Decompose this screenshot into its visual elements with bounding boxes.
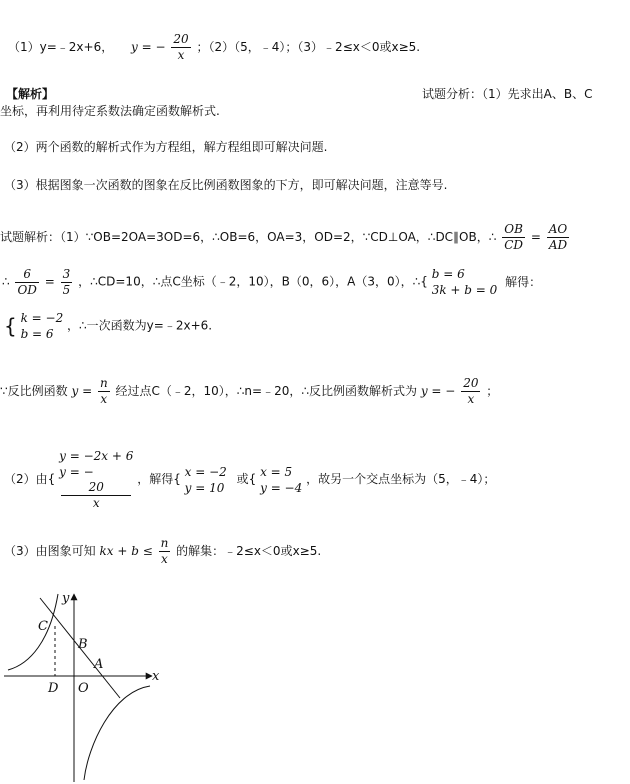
hyperbola-branch-right (84, 686, 150, 780)
frac-ad: AD (548, 238, 568, 252)
inverse-end: ； (486, 384, 499, 398)
fraction-3-5 (61, 267, 73, 298)
frac-6: 6 (15, 267, 38, 283)
inverse-text-b: 经过点C（﹣2，10），∴n=﹣20，∴反比例函数解析式为 (115, 384, 417, 398)
fraction-n-x (98, 376, 110, 407)
solution-line-1 (0, 222, 571, 253)
part2-sys-row1: y = −2x + 6 (59, 449, 134, 463)
analysis-step3: （3）根据图象一次函数的图象在反比例函数图象的下方，即可解决问题，注意等号. (4, 178, 448, 192)
brace-1: { (4, 314, 17, 338)
label-a: A (94, 657, 104, 672)
part2-sys-row2-lhs: y = − (59, 465, 94, 479)
equation-system-1 (432, 266, 498, 298)
therefore-1: ∴ (2, 274, 10, 289)
result2-row2: y = −4 (260, 480, 303, 495)
part2-line (4, 448, 495, 511)
part3-line (4, 536, 321, 567)
inverse-line (0, 376, 498, 407)
answer-line (8, 32, 420, 63)
frac-n: n (99, 376, 108, 390)
analysis-intro: 试题分析：（1）先求出A、B、C (422, 87, 593, 101)
solution-line-2 (2, 266, 541, 298)
inverse-y: y = (71, 384, 93, 398)
frac-5: 5 (62, 282, 71, 297)
hyperbola-branch-left (8, 594, 58, 670)
equation-system-2 (21, 310, 64, 342)
frac-x-b: x (92, 496, 100, 510)
inverse-y2: y = − (420, 384, 456, 398)
solution-text-2: ，∴CD=10，∴点C坐标（﹣2，10），B（0，6），A（3，0），∴{ (78, 274, 428, 289)
sys1-row1: b = 6 (431, 267, 465, 281)
label-b: B (78, 637, 88, 652)
part2-system (59, 448, 133, 511)
result-system-2 (260, 464, 302, 496)
analysis-title: 【解析】 (6, 87, 55, 101)
frac-od: OD (17, 282, 37, 297)
frac-cd: CD (504, 238, 524, 252)
answer-rest: ；（2）（5，﹣4）；（3）﹣2≤x＜0或x≥5. (196, 40, 421, 54)
fraction-n-x-2 (159, 536, 171, 567)
part2-sys-row2 (59, 464, 133, 511)
solution-line-3 (4, 310, 212, 342)
fraction-6-od (15, 267, 38, 298)
fraction-ao-ad (547, 222, 570, 253)
function-graph (0, 586, 200, 782)
frac-x-c: x (161, 552, 168, 566)
sys2-row1: k = −2 (20, 311, 64, 325)
sys2-row2: b = 6 (20, 327, 54, 341)
analysis-cont: 坐标，再利用待定系数法确定函数解析式. (0, 104, 220, 118)
result2-row1: x = 5 (260, 464, 293, 479)
solution-text-3: ，∴一次函数为y=﹣2x+6. (67, 318, 213, 333)
label-y: y (62, 591, 70, 606)
frac-n-b: n (160, 536, 169, 550)
frac-20-b: 20 (61, 480, 131, 496)
answer-fraction (171, 32, 190, 63)
result-system-1 (185, 464, 227, 496)
frac-x: x (100, 392, 108, 406)
part2-mid: ，解得{ (137, 472, 181, 486)
answer-eq-y: y = − (131, 40, 166, 54)
part2-end: ，故另一个交点坐标为（5，﹣4）； (306, 472, 496, 486)
sys1-row2: 3k + b = 0 (431, 283, 498, 297)
label-d: D (48, 681, 59, 696)
frac-3: 3 (62, 266, 71, 281)
part3-expr: kx + b ≤ (99, 544, 153, 558)
inverse-text-a: ∵反比例函数 (0, 384, 68, 398)
label-x: x (152, 669, 160, 684)
or-text: 或{ (236, 472, 257, 486)
label-o: O (78, 681, 89, 696)
frac-x2: x (467, 392, 475, 406)
equals-sign: = (530, 230, 541, 244)
answer-part1: （1）y=﹣2x+6， (8, 40, 114, 54)
fraction-ob-cd (502, 222, 525, 253)
result1-row2: y = 10 (184, 480, 225, 495)
analysis-step2: （2）两个函数的解析式作为方程组，解方程组即可解决问题. (4, 140, 328, 154)
part3-text-b: 的解集：﹣2≤x＜0或x≥5. (176, 544, 322, 558)
part2-text-a: （2）由{ (4, 472, 56, 486)
equals-sign-2: = (44, 274, 55, 289)
part3-text-a: （3）由图象可知 (4, 544, 96, 558)
answer-frac-num: 20 (173, 32, 189, 46)
solution-text-1: 试题解析：（1）∵OB=2OA=3OD=6，∴OB=6，OA=3，OD=2，∵CD⊥OA，∴DC∥OB，∴ (0, 230, 497, 244)
solve-label: 解得： (505, 274, 542, 289)
label-c: C (38, 619, 48, 634)
result1-row1: x = −2 (184, 464, 227, 479)
frac-20: 20 (463, 376, 479, 390)
fraction-20-x-2 (61, 480, 131, 511)
frac-ob: OB (502, 222, 525, 238)
frac-ao: AO (548, 222, 568, 236)
answer-frac-den: x (177, 48, 185, 62)
fraction-20-x (461, 376, 480, 407)
